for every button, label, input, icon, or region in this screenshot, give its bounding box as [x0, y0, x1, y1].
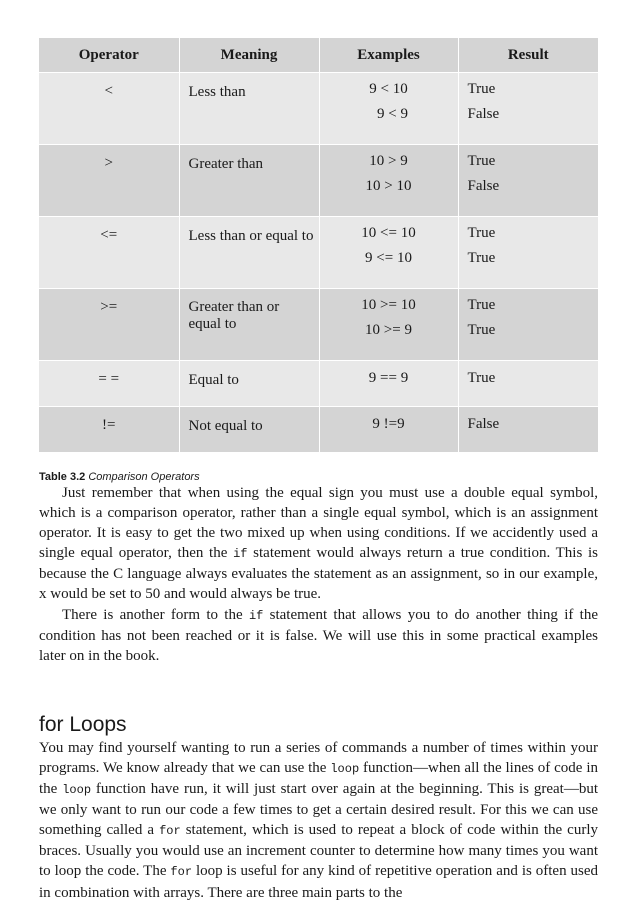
result-text: False	[467, 178, 500, 194]
operator-cell: <	[39, 73, 179, 145]
result-text: False	[467, 416, 500, 432]
inline-code: for	[170, 865, 193, 880]
operator-cell: >	[39, 145, 179, 217]
table-row	[39, 407, 598, 453]
example-text: 10 > 10	[365, 178, 412, 194]
inline-code: if	[248, 608, 264, 623]
text-run: function have run, it will just start over again at the beginning. This is great—but we only want to run our code a few times to get a certain desired result. For this we can use something called a	[39, 781, 599, 839]
result-cell	[458, 73, 598, 145]
result-text: True	[467, 81, 496, 97]
paragraph-if-else	[39, 605, 598, 666]
result-cell	[458, 145, 598, 217]
comparison-operators-table	[39, 38, 598, 452]
header-operator: Operator	[39, 38, 179, 73]
meaning-cell: Less than	[179, 73, 319, 145]
result-text: False	[467, 106, 500, 122]
examples-cell	[319, 361, 458, 407]
header-result: Result	[458, 38, 598, 73]
example-text: 9 <= 10	[365, 250, 412, 266]
text-run: You may find yourself wanting to run a series of commands a number of times within your programs. We know already that we can use the	[39, 739, 598, 776]
text-run: statement would always return a true condition. This is because the C language always evaluates the statement as an assignment, so in our example, x would be set to 50 and would always be true.	[39, 545, 598, 603]
result-cell	[458, 217, 598, 289]
section-heading: for Loops	[39, 712, 127, 736]
meaning-line: equal to	[188, 316, 237, 332]
operator-cell: = =	[39, 361, 179, 407]
table-row	[39, 217, 598, 289]
result-text: True	[467, 322, 496, 338]
result-cell	[458, 407, 598, 453]
text-run: Just remember that when using the equal sign you must use a double equal symbol, which is a comparison operator, rather than a single equal symbol, which is an assignment operator. It is easy to get the two mixed up when using conditions. If we accidently used a single equal operator, then the	[39, 485, 598, 562]
example-text: 10 <= 10	[361, 225, 416, 241]
table-header-row	[39, 38, 598, 73]
header-examples: Examples	[319, 38, 458, 73]
caption-label: Table 3.2	[39, 471, 86, 483]
caption-title: Comparison Operators	[88, 471, 200, 483]
operator-cell: <=	[39, 217, 179, 289]
examples-cell	[319, 407, 458, 453]
inline-code: loop	[62, 783, 92, 798]
meaning-cell: Less than or equal to	[179, 217, 319, 289]
result-text: True	[467, 370, 496, 386]
inline-code: if	[233, 547, 248, 562]
result-text: True	[467, 250, 496, 266]
operator-cell: !=	[39, 407, 179, 453]
meaning-cell: Not equal to	[179, 407, 319, 453]
example-text: 9 < 9	[377, 106, 408, 122]
text-run: function—when all the lines of code in the	[39, 759, 598, 798]
table-row	[39, 145, 598, 217]
result-text: True	[467, 225, 496, 241]
table-caption	[39, 471, 598, 483]
example-text: 9 < 10	[369, 81, 408, 97]
example-text: 10 > 9	[369, 153, 408, 169]
meaning-cell: Equal to	[179, 361, 319, 407]
result-cell	[458, 361, 598, 407]
result-cell	[458, 289, 598, 361]
example-text: 9 !=9	[372, 416, 405, 432]
example-text: 10 >= 10	[361, 297, 416, 313]
paragraph-equal-sign	[39, 483, 598, 605]
paragraph-for-loops	[39, 738, 598, 903]
table-row	[39, 361, 598, 407]
inline-code: for	[159, 824, 181, 839]
text-run: statement, which is used to repeat a block of code within the curly braces. Usually you would use an increment counter to determine how many times you want to loop the code. The	[39, 822, 599, 880]
examples-cell	[319, 145, 458, 217]
examples-cell	[319, 289, 458, 361]
text-run: statement that allows you to do another thing if the condition has not been reached or it is false. We will use this in some practical examples later on in the book.	[39, 606, 598, 664]
table-row	[39, 289, 598, 361]
example-text: 10 >= 9	[365, 322, 412, 338]
examples-cell	[319, 217, 458, 289]
text-run: There is another form to the	[62, 606, 249, 623]
operator-cell: >=	[39, 289, 179, 361]
text-run: loop is useful for any kind of repetitive operation and is often used in combination with arrays. There are three main parts to the	[39, 863, 598, 901]
table-row	[39, 73, 598, 145]
meaning-cell: Greater than	[179, 145, 319, 217]
meaning-cell	[179, 289, 319, 361]
result-text: True	[467, 153, 496, 169]
result-text: True	[467, 297, 496, 313]
header-meaning: Meaning	[179, 38, 319, 73]
page	[39, 38, 598, 903]
examples-cell	[319, 73, 458, 145]
inline-code: loop	[330, 761, 360, 776]
meaning-line: Greater than or	[188, 299, 280, 315]
example-text: 9 == 9	[368, 370, 409, 386]
